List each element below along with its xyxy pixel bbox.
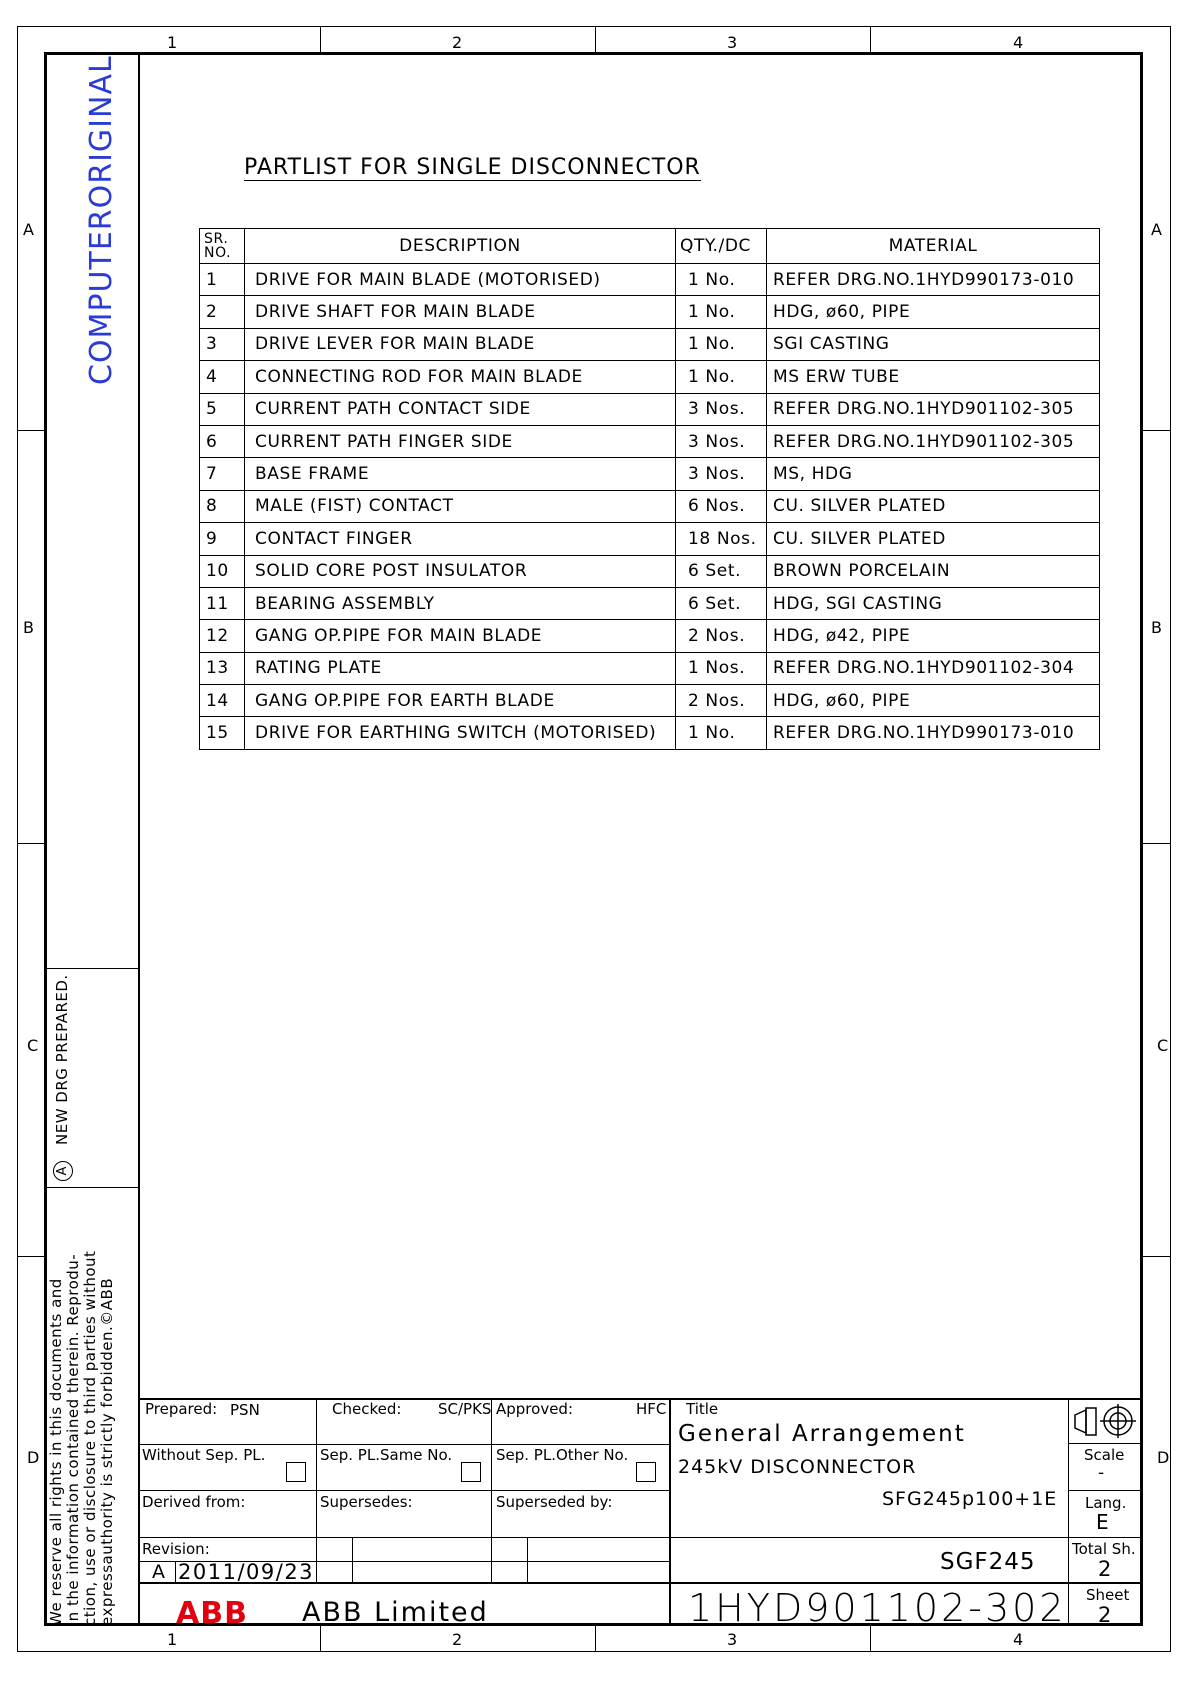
copyright-line: We reserve all rights in this documents and (47, 1278, 65, 1626)
cell-description: GANG OP.PIPE FOR EARTH BLADE (245, 685, 676, 717)
tb-line (1068, 1443, 1143, 1444)
zone-label-row-b: B (23, 618, 34, 637)
zone-divider (17, 1256, 44, 1257)
zone-label-col-2-bottom: 2 (452, 1630, 463, 1649)
title-label: Title (686, 1400, 719, 1418)
cell-description: CURRENT PATH CONTACT SIDE (245, 393, 676, 425)
drawing-subtitle: 245kV DISCONNECTOR (678, 1456, 917, 1478)
cell-sr-no: 9 (200, 523, 245, 555)
cell-sr-no: 4 (200, 361, 245, 393)
prepared-label: Prepared: (145, 1400, 218, 1418)
cell-sr-no: 3 (200, 328, 245, 360)
sep-same-label: Sep. PL.Same No. (320, 1446, 453, 1464)
cell-sr-no: 13 (200, 652, 245, 684)
zone-label-col-1: 1 (167, 33, 178, 52)
sep-other-label: Sep. PL.Other No. (496, 1446, 629, 1464)
cell-description: RATING PLATE (245, 652, 676, 684)
tb-line (138, 1537, 1143, 1538)
table-row (200, 296, 1100, 328)
cell-description: MALE (FIST) CONTACT (245, 490, 676, 522)
cell-material: REFER DRG.NO.1HYD901102-304 (767, 652, 1100, 684)
cell-description: CONNECTING ROD FOR MAIN BLADE (245, 361, 676, 393)
zone-label-row-a: A (23, 220, 34, 239)
scale-value: - (1098, 1463, 1105, 1483)
cell-material: SGI CASTING (767, 328, 1100, 360)
cell-description: GANG OP.PIPE FOR MAIN BLADE (245, 620, 676, 652)
zone-label-row-d-right: D (1157, 1448, 1170, 1467)
zone-divider (320, 26, 321, 52)
cell-description: DRIVE FOR MAIN BLADE (MOTORISED) (245, 264, 676, 296)
zone-divider (17, 843, 44, 844)
zone-label-col-1-bottom: 1 (167, 1630, 178, 1649)
zone-label-row-b-right: B (1151, 618, 1162, 637)
cell-material: HDG, SGI CASTING (767, 587, 1100, 619)
cell-qty: 1 No. (676, 361, 767, 393)
computer-original-stamp: COMPUTERORIGINAL (84, 55, 119, 385)
cell-material: REFER DRG.NO.1HYD990173-010 (767, 264, 1100, 296)
table-row (200, 555, 1100, 587)
table-row (200, 685, 1100, 717)
zone-divider (595, 1626, 596, 1652)
tb-col (1068, 1398, 1069, 1626)
zone-label-col-2: 2 (452, 33, 463, 52)
total-sheets-label: Total Sh. (1072, 1540, 1136, 1558)
cell-sr-no: 1 (200, 264, 245, 296)
table-row (200, 425, 1100, 457)
strip-divider (44, 968, 138, 969)
cell-material: CU. SILVER PLATED (767, 523, 1100, 555)
cell-qty: 1 No. (676, 717, 767, 749)
header-material: MATERIAL (767, 229, 1100, 264)
tb-line (138, 1490, 670, 1491)
table-row (200, 652, 1100, 684)
cell-description: BASE FRAME (245, 458, 676, 490)
tb-line (138, 1444, 670, 1445)
without-sep-label: Without Sep. PL. (142, 1446, 266, 1464)
cell-material: BROWN PORCELAIN (767, 555, 1100, 587)
strip-divider (44, 1187, 138, 1188)
cell-qty: 2 Nos. (676, 685, 767, 717)
cell-qty: 3 Nos. (676, 393, 767, 425)
copyright-line: ction, use or disclosure to third parties without (81, 1250, 99, 1626)
checked-label: Checked: (332, 1400, 402, 1418)
table-row (200, 264, 1100, 296)
table-row (200, 490, 1100, 522)
table-header-row (200, 229, 1100, 264)
copyright-line: expressauthority is strictly forbidden.©ABB (98, 1277, 116, 1626)
left-strip-border (138, 52, 140, 1626)
table-row (200, 717, 1100, 749)
revision-letter: A (152, 1561, 165, 1583)
zone-divider (17, 430, 44, 431)
zone-divider (1143, 430, 1171, 431)
zone-divider (870, 26, 871, 52)
product-code: SGF245 (940, 1549, 1036, 1575)
drawing-number: 1HYD901102-302 (688, 1586, 1067, 1630)
cell-qty: 1 Nos. (676, 652, 767, 684)
cell-qty: 6 Nos. (676, 490, 767, 522)
table-row (200, 620, 1100, 652)
cell-sr-no: 14 (200, 685, 245, 717)
table-row (200, 361, 1100, 393)
cell-sr-no: 12 (200, 620, 245, 652)
cell-sr-no: 7 (200, 458, 245, 490)
tb-line (1068, 1537, 1143, 1538)
tb-line (669, 1582, 1143, 1584)
cell-description: DRIVE SHAFT FOR MAIN BLADE (245, 296, 676, 328)
cell-sr-no: 8 (200, 490, 245, 522)
tb-line (1068, 1490, 1143, 1491)
zone-label-col-3: 3 (727, 33, 738, 52)
cell-material: HDG, ø60, PIPE (767, 296, 1100, 328)
cell-description: SOLID CORE POST INSULATOR (245, 555, 676, 587)
cell-material: CU. SILVER PLATED (767, 490, 1100, 522)
cell-sr-no: 6 (200, 425, 245, 457)
approved-label: Approved: (496, 1400, 573, 1418)
tb-col (175, 1561, 176, 1582)
zone-divider (1143, 1256, 1171, 1257)
copyright-line: in the information contained therein. Reprodu- (64, 1253, 82, 1626)
zone-divider (595, 26, 596, 52)
sep-other-checkbox[interactable] (636, 1462, 656, 1482)
cell-description: CURRENT PATH FINGER SIDE (245, 425, 676, 457)
cell-description: DRIVE FOR EARTHING SWITCH (MOTORISED) (245, 717, 676, 749)
model-designation: SFG245p100+1E (882, 1488, 1058, 1510)
lang-value: E (1096, 1510, 1109, 1534)
abb-logo: ABB (176, 1596, 248, 1631)
cell-qty: 1 No. (676, 264, 767, 296)
cell-material: MS ERW TUBE (767, 361, 1100, 393)
sep-same-checkbox[interactable] (461, 1462, 481, 1482)
sheet-label: Sheet (1086, 1586, 1130, 1604)
copyright-notice (48, 1251, 116, 1626)
cell-sr-no: 11 (200, 587, 245, 619)
cell-material: HDG, ø60, PIPE (767, 685, 1100, 717)
revision-date: 2011/09/23 (178, 1560, 315, 1584)
table-row (200, 458, 1100, 490)
company-name: ABB Limited (302, 1597, 489, 1628)
cell-sr-no: 5 (200, 393, 245, 425)
revision-mark-circle: A (53, 1161, 73, 1181)
revision-note (53, 974, 71, 1145)
cell-qty: 1 No. (676, 296, 767, 328)
tb-col (352, 1537, 353, 1582)
cell-qty: 18 Nos. (676, 523, 767, 555)
cell-qty: 2 Nos. (676, 620, 767, 652)
table-row (200, 393, 1100, 425)
table-row (200, 587, 1100, 619)
table-row (200, 328, 1100, 360)
scale-label: Scale (1084, 1446, 1125, 1464)
partlist-table (199, 228, 1100, 750)
zone-label-row-c: C (27, 1036, 39, 1055)
supersedes-label: Supersedes: (320, 1493, 413, 1511)
cell-sr-no: 10 (200, 555, 245, 587)
sheet-value: 2 (1098, 1603, 1112, 1627)
cell-description: BEARING ASSEMBLY (245, 587, 676, 619)
table-row (200, 523, 1100, 555)
cell-description: CONTACT FINGER (245, 523, 676, 555)
cell-qty: 3 Nos. (676, 425, 767, 457)
total-sheets-value: 2 (1098, 1557, 1112, 1581)
header-description: DESCRIPTION (245, 229, 676, 264)
cell-qty: 6 Set. (676, 555, 767, 587)
cell-material: REFER DRG.NO.1HYD901102-305 (767, 393, 1100, 425)
zone-label-col-4: 4 (1013, 33, 1024, 52)
lang-label: Lang. (1085, 1494, 1127, 1512)
cell-material: MS, HDG (767, 458, 1100, 490)
zone-divider (1143, 843, 1171, 844)
tb-col (491, 1398, 492, 1582)
cell-qty: 1 No. (676, 328, 767, 360)
cell-sr-no: 2 (200, 296, 245, 328)
zone-label-row-c-right: C (1157, 1036, 1169, 1055)
cell-qty: 3 Nos. (676, 458, 767, 490)
without-sep-checkbox[interactable] (286, 1462, 306, 1482)
tb-col (316, 1398, 317, 1582)
projection-symbol-icon (1072, 1403, 1140, 1439)
zone-label-row-a-right: A (1151, 220, 1162, 239)
cell-material: REFER DRG.NO.1HYD901102-305 (767, 425, 1100, 457)
cell-material: REFER DRG.NO.1HYD990173-010 (767, 717, 1100, 749)
revision-note-text: NEW DRG PREPARED. (53, 974, 71, 1145)
superseded-by-label: Superseded by: (496, 1493, 613, 1511)
cell-material: HDG, ø42, PIPE (767, 620, 1100, 652)
derived-from-label: Derived from: (142, 1493, 246, 1511)
tb-col (669, 1398, 671, 1626)
header-qty: QTY./DC (676, 229, 767, 264)
zone-label-col-4-bottom: 4 (1013, 1630, 1024, 1649)
zone-label-row-d: D (27, 1448, 40, 1467)
approved-value: HFC (636, 1400, 667, 1418)
header-sr-no: SR. NO. (200, 229, 245, 264)
partlist-title: PARTLIST FOR SINGLE DISCONNECTOR (244, 155, 701, 180)
zone-label-col-3-bottom: 3 (727, 1630, 738, 1649)
drawing-title: General Arrangement (678, 1421, 966, 1447)
revision-label: Revision: (142, 1540, 210, 1558)
cell-description: DRIVE LEVER FOR MAIN BLADE (245, 328, 676, 360)
tb-line (316, 1561, 669, 1562)
prepared-value: PSN (230, 1401, 260, 1419)
tb-col (527, 1537, 528, 1582)
checked-value: SC/PKS (438, 1400, 492, 1418)
cell-qty: 6 Set. (676, 587, 767, 619)
cell-sr-no: 15 (200, 717, 245, 749)
zone-divider (320, 1626, 321, 1652)
